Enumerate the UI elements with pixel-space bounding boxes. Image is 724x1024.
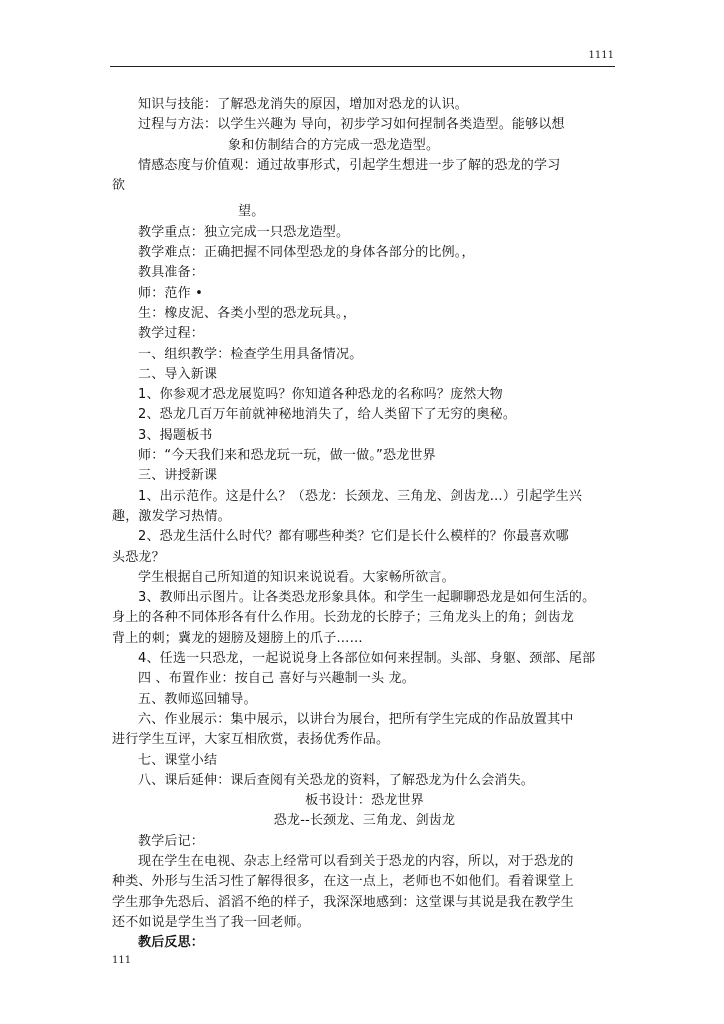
text-line: 生：橡皮泥、各类小型的恐龙玩具。， [138, 305, 356, 321]
footer-page-number: 111 [112, 955, 132, 966]
text-line: 学生根据自己所知道的知识来说说看。大家畅所欲言。 [138, 569, 455, 585]
text-line: 情感态度与价值观：通过故事形式，引起学生想进一步了解的恐龙的学习 [138, 157, 561, 173]
text-line: 学生那争先恐后、滔滔不绝的样子，我深深地感到：这堂课与其说是我在教学生 [112, 894, 575, 910]
text-line: 3、揭题板书 [138, 427, 213, 443]
text-line: 2、恐龙生活什么时代？都有哪些种类？它们是长什么模样的？你最喜欢哪 [138, 529, 569, 545]
reflection-heading: 教后反思： [138, 935, 205, 951]
section-heading: 教学后记： [138, 833, 205, 849]
text-line: 教学过程： [138, 326, 205, 342]
text-line: 师：范作 • [138, 285, 204, 301]
section-heading: 四 、布置作业：按自己 喜好与兴趣制一头 龙。 [138, 671, 415, 687]
text-line: 知识与技能：了解恐龙消失的原因，增加对恐龙的认识。 [138, 97, 469, 112]
section-heading: 二、导入新课 [138, 366, 218, 382]
text-line: 1、你参观才恐龙展览吗？你知道各种恐龙的名称吗？庞然大物 [138, 387, 503, 403]
text-line: 六、作业展示：集中展示，以讲台为展台，把所有学生完成的作品放置其中 [138, 711, 574, 727]
text-line: 背上的刺；冀龙的翅膀及翅膀上的爪子…… [112, 630, 363, 646]
board-design-title: 板书设计：恐龙世界 [305, 793, 424, 809]
text-line: 八、课后延伸：课后查阅有关恐龙的资料，了解恐龙为什么会消失。 [138, 772, 535, 788]
text-line: 过程与方法：以学生兴趣为 导向，初步学习如何捏制各类造型。能够以想 [138, 117, 565, 133]
text-line: 现在学生在电视、杂志上经常可以看到关于恐龙的内容，所以，对于恐龙的 [138, 853, 574, 869]
text-line: 1、出示范作。这是什么？（恐龙：长颈龙、三角龙、剑齿龙…）引起学生兴 [138, 488, 583, 504]
header-rule [110, 66, 615, 67]
text-line: 头恐龙？ [112, 549, 165, 565]
text-line: 教学重点：独立完成一只恐龙造型。 [138, 224, 350, 240]
text-line: 教具准备： [138, 265, 205, 281]
text-line: 还不如说是学生当了我一回老师。 [112, 914, 311, 930]
text-line: 教学难点：正确把握不同体型恐龙的身体各部分的比例。， [138, 245, 475, 261]
document-body [112, 95, 617, 953]
text-line: 趣，激发学习热情。 [112, 508, 231, 524]
text-line: 欲 [112, 178, 126, 194]
text-line: 一、组织教学：检查学生用具备情况。 [138, 346, 363, 362]
text-line: 身上的各种不同体形各有什么作用。长劲龙的长脖子；三角龙头上的角；剑齿龙 [112, 610, 575, 626]
text-line: 4、任选一只恐龙，一起说说身上各部位如何来捏制。头部、身躯、颈部、尾部 [138, 651, 596, 667]
text-line: 师：“今天我们来和恐龙玩一玩，做一做。”恐龙世界 [138, 448, 436, 464]
section-heading: 五、教师巡回辅导。 [138, 691, 257, 707]
section-heading: 三、讲授新课 [138, 468, 218, 484]
text-line: 望。 [238, 204, 265, 220]
text-line: 种类、外形与生活习性了解得很多，在这一点上，老师也不如他们。看着课堂上 [112, 874, 575, 890]
text-line: 象和仿制结合的方完成一恐龙造型。 [228, 137, 440, 153]
text-line: 3、教师出示图片。让各类恐龙形象具体。和学生一起聊聊恐龙是如何生活的。 [138, 590, 596, 606]
text-line: 2、恐龙几百万年前就神秘地消失了，给人类留下了无穷的奥秘。 [138, 407, 517, 423]
section-heading: 七、课堂小结 [138, 752, 218, 768]
text-line: 进行学生互评，大家互相欣赏，表扬优秀作品。 [112, 732, 390, 748]
header-page-number: 1111 [588, 50, 614, 61]
board-design-content: 恐龙--长颈龙、三角龙、剑齿龙 [273, 813, 456, 829]
